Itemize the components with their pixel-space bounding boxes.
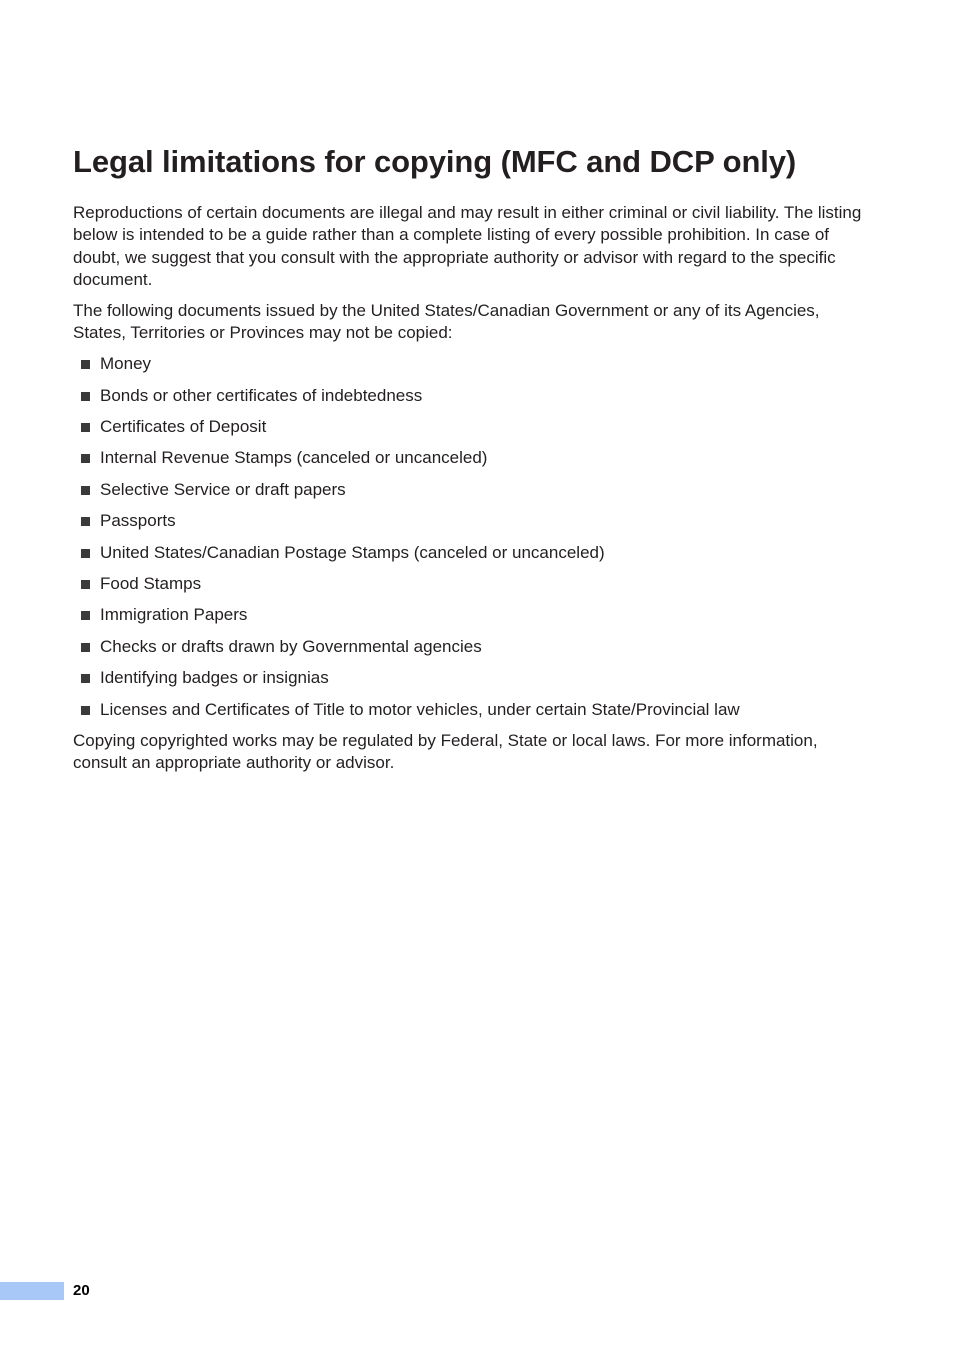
page-title: Legal limitations for copying (MFC and DCP only)	[73, 144, 797, 179]
square-bullet-icon	[81, 392, 90, 401]
list-item	[73, 479, 873, 501]
list-item	[73, 573, 873, 595]
list-item-text: Bonds or other certificates of indebtedness	[100, 385, 423, 405]
list-item	[73, 604, 873, 626]
square-bullet-icon	[81, 674, 90, 683]
square-bullet-icon	[81, 643, 90, 652]
page-content	[73, 202, 873, 774]
square-bullet-icon	[81, 423, 90, 432]
list-item-text: Food Stamps	[100, 574, 202, 594]
intro-paragraph: Reproductions of certain documents are illegal and may result in either criminal or civil liability. The listing below is intended to be a guide rather than a complete listing of every possible prohibition. In case of doubt, we suggest that you consult with the appropriate authority or advisor with regard to the specific document.	[73, 203, 862, 289]
square-bullet-icon	[81, 706, 90, 715]
square-bullet-icon	[81, 486, 90, 495]
footer-tab	[0, 1282, 64, 1300]
list-item	[73, 667, 873, 689]
list-intro-paragraph: The following documents issued by the United States/Canadian Government or any of its Agencies, States, Territories or Provinces may not be copied:	[73, 300, 820, 342]
list-item	[73, 447, 873, 469]
list-item-text: Identifying badges or insignias	[100, 668, 329, 688]
list-item-text: Checks or drafts drawn by Governmental agencies	[100, 636, 482, 656]
list-item	[73, 416, 873, 438]
list-item	[73, 510, 873, 532]
list-item-text: Passports	[100, 511, 176, 531]
square-bullet-icon	[81, 454, 90, 463]
list-item	[73, 353, 873, 375]
list-item	[73, 385, 873, 407]
page-number: 20	[73, 1282, 90, 1299]
list-item-text: Money	[100, 354, 152, 374]
list-item-text: Certificates of Deposit	[100, 417, 267, 437]
list-item-text: Licenses and Certificates of Title to motor vehicles, under certain State/Provincial law	[100, 699, 740, 719]
list-item	[73, 699, 873, 721]
list-item-text: Internal Revenue Stamps (canceled or uncanceled)	[100, 448, 488, 468]
closing-paragraph: Copying copyrighted works may be regulated by Federal, State or local laws. For more information, consult an appropriate authority or advisor.	[73, 730, 818, 773]
square-bullet-icon	[81, 549, 90, 558]
square-bullet-icon	[81, 611, 90, 620]
list-item-text: United States/Canadian Postage Stamps (canceled or uncanceled)	[100, 542, 605, 562]
square-bullet-icon	[81, 360, 90, 369]
square-bullet-icon	[81, 517, 90, 526]
list-item	[73, 542, 873, 564]
square-bullet-icon	[81, 580, 90, 589]
list-item-text: Selective Service or draft papers	[100, 479, 346, 499]
list-item-text: Immigration Papers	[100, 605, 248, 625]
list-item	[73, 636, 873, 658]
prohibited-documents-list	[73, 353, 873, 721]
